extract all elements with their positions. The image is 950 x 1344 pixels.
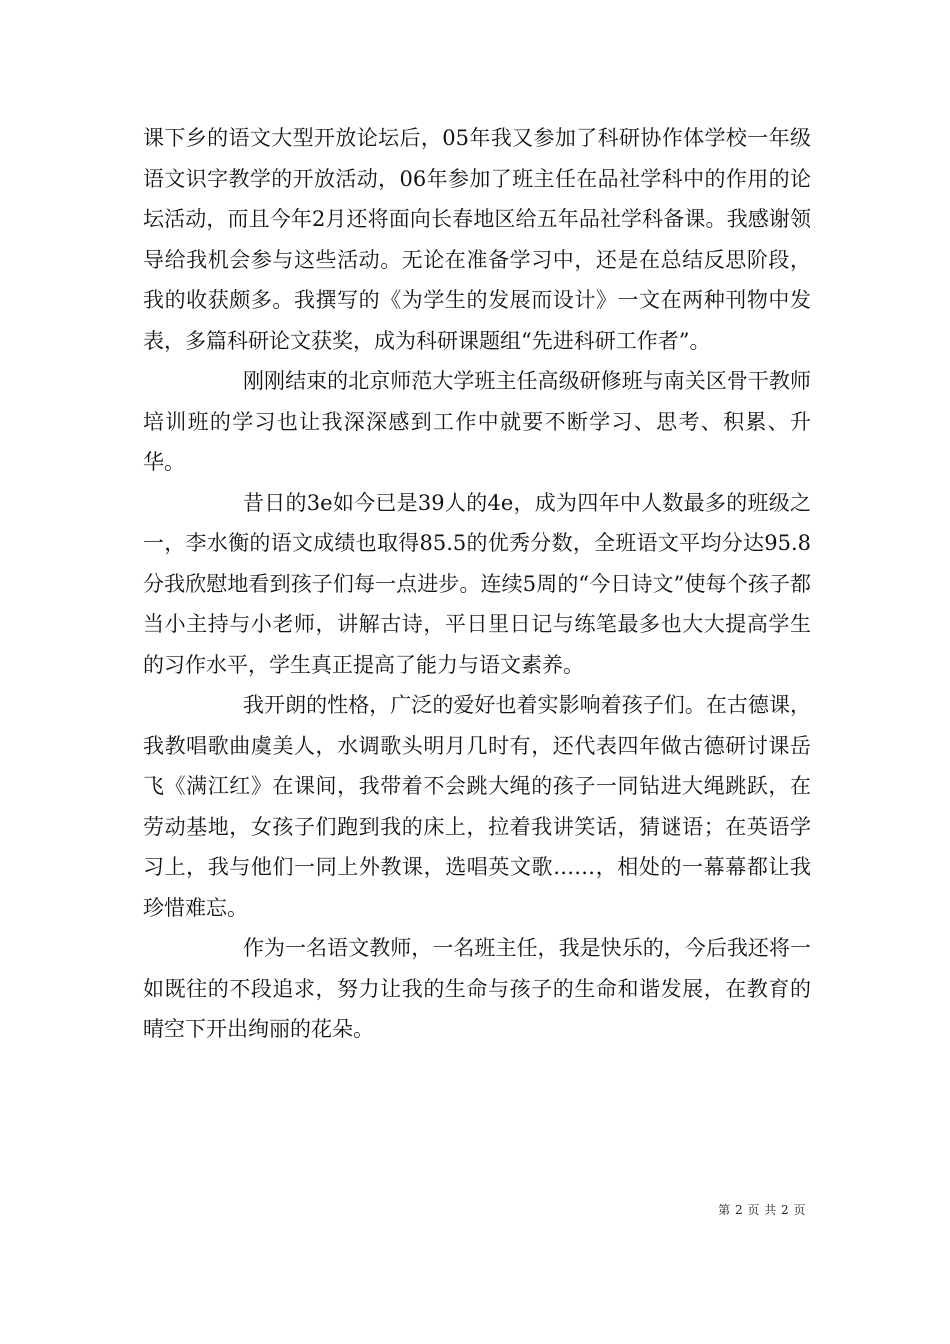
paragraph-class-progress: 昔日的3e如今已是39人的4e，成为四年中人数最多的班级之一，李水衡的语文成绩也取得85.5的优秀分数，全班语文平均分达95.8分我欣慰地看到孩子们每一点进步。连续5周的“今日诗文”使每个孩子都当小主持与小老师，讲解古诗，平日里日记与练笔最多也大大提高学生的习作水平，学生真正提高了能力与语文素养。 <box>143 490 811 677</box>
document-body <box>143 118 811 1050</box>
paragraph-training: 刚刚结束的北京师范大学班主任高级研修班与南关区骨干教师培训班的学习也让我深深感到工作中就要不断学习、思考、积累、升华。 <box>143 369 811 474</box>
paragraph-hobbies: 我开朗的性格，广泛的爱好也着实影响着孩子们。在古德课，我教唱歌曲虞美人，水调歌头明月几时有，还代表四年做古德研讨课岳飞《满江红》在课间，我带着不会跳大绳的孩子一同钻进大绳跳跃，在劳动基地，女孩子们跑到我的床上，拉着我讲笑话，猜谜语；在英语学习上，我与他们一同上外教课，选唱英文歌……，相处的一幕幕都让我珍惜难忘。 <box>143 693 811 920</box>
paragraph-conclusion: 作为一名语文教师，一名班主任，我是快乐的，今后我还将一如既往的不段追求，努力让我的生命与孩子的生命和谐发展，在教育的晴空下开出绚丽的花朵。 <box>143 936 811 1041</box>
page-number-footer: 第 2 页 共 2 页 <box>718 1203 806 1217</box>
paragraph-continued: 课下乡的语文大型开放论坛后，05年我又参加了科研协作体学校一年级语文识字教学的开放活动，06年参加了班主任在品社学科中的作用的论坛活动，而且今年2月还将面向长春地区给五年品社学科备课。我感谢领导给我机会参与这些活动。无论在准备学习中，还是在总结反思阶段，我的收获颇多。我撰写的《为学生的发展而设计》一文在两种刊物中发表，多篇科研论文获奖，成为科研课题组“先进科研工作者”。 <box>143 126 811 353</box>
